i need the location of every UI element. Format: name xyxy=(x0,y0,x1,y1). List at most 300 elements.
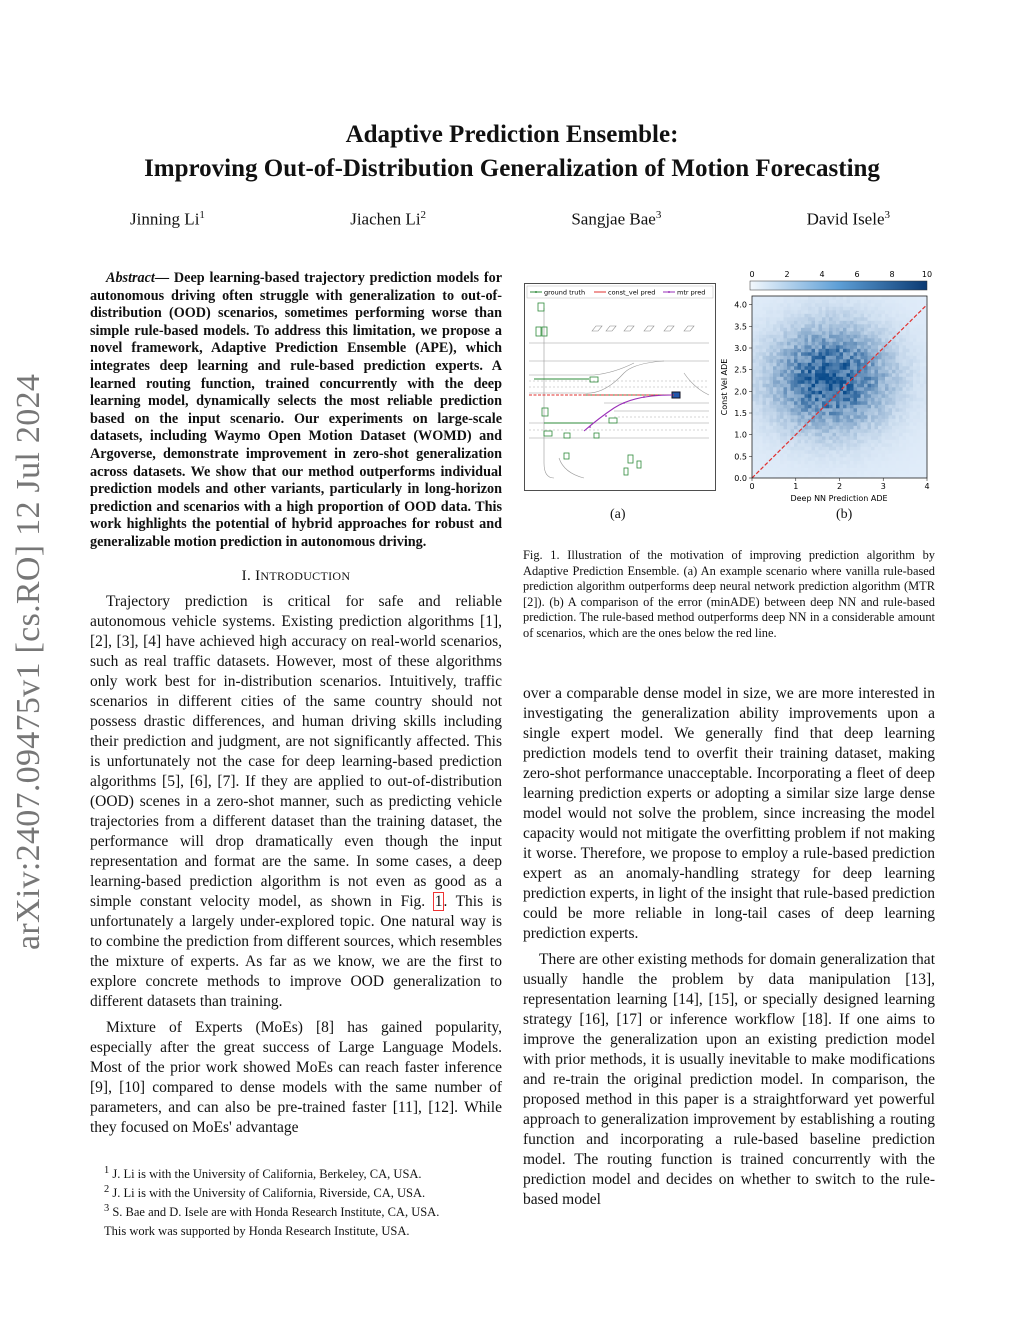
heatmap-cell xyxy=(805,349,809,353)
heatmap-cell xyxy=(920,335,924,339)
heatmap-cell xyxy=(794,314,798,318)
heatmap-cell xyxy=(917,394,921,398)
heatmap-cell xyxy=(875,468,879,472)
heatmap-cell xyxy=(780,366,784,370)
heatmap-cell xyxy=(913,377,917,381)
heatmap-cell xyxy=(798,331,802,335)
heatmap-cell xyxy=(756,415,760,419)
heatmap-cell xyxy=(896,440,900,444)
heatmap-cell xyxy=(784,419,788,423)
heatmap-cell xyxy=(780,394,784,398)
heatmap-cell xyxy=(829,426,833,430)
heatmap-cell xyxy=(896,356,900,360)
heatmap-cell xyxy=(756,363,760,367)
heatmap-cell xyxy=(899,468,903,472)
heatmap-cell xyxy=(787,415,791,419)
heatmap-cell xyxy=(899,345,903,349)
heatmap-cell xyxy=(896,363,900,367)
heatmap-cell xyxy=(899,443,903,447)
heatmap-cell xyxy=(801,415,805,419)
heatmap-cell xyxy=(903,331,907,335)
heatmap-cell xyxy=(808,363,812,367)
heatmap-cell xyxy=(756,405,760,409)
heatmap-cell xyxy=(773,359,777,363)
heatmap-cell xyxy=(815,345,819,349)
heatmap-cell xyxy=(766,373,770,377)
heatmap-cell xyxy=(878,440,882,444)
heatmap-cell xyxy=(829,440,833,444)
heatmap-cell xyxy=(875,345,879,349)
heatmap-cell xyxy=(763,415,767,419)
heatmap-cell xyxy=(920,450,924,454)
heatmap-cell xyxy=(815,457,819,461)
heatmap-cell xyxy=(815,468,819,472)
heatmap-cell xyxy=(878,384,882,388)
heatmap-cell xyxy=(815,328,819,332)
heatmap-cell xyxy=(843,366,847,370)
heatmap-cell xyxy=(770,296,774,300)
heatmap-cell xyxy=(906,461,910,465)
heatmap-cell xyxy=(892,352,896,356)
heatmap-cell xyxy=(815,422,819,426)
heatmap-cell xyxy=(763,440,767,444)
heatmap-cell xyxy=(910,300,914,304)
heatmap-cell xyxy=(773,324,777,328)
heatmap-cell xyxy=(822,422,826,426)
heatmap-cell xyxy=(766,328,770,332)
heatmap-cell xyxy=(892,422,896,426)
heatmap-cell xyxy=(896,317,900,321)
heatmap-cell xyxy=(917,366,921,370)
heatmap-cell xyxy=(812,464,816,468)
heatmap-cell xyxy=(773,373,777,377)
heatmap-cell xyxy=(920,387,924,391)
heatmap-cell xyxy=(759,307,763,311)
heatmap-cell xyxy=(780,419,784,423)
heatmap-cell xyxy=(896,436,900,440)
heatmap-cell xyxy=(777,401,781,405)
heatmap-cell xyxy=(868,349,872,353)
heatmap-cell xyxy=(787,331,791,335)
heatmap-cell xyxy=(836,314,840,318)
heatmap-cell xyxy=(861,321,865,325)
heatmap-cell xyxy=(843,380,847,384)
heatmap-cell xyxy=(875,324,879,328)
heatmap-cell xyxy=(917,415,921,419)
heatmap-cell xyxy=(836,331,840,335)
heatmap-cell xyxy=(899,408,903,412)
author-list xyxy=(130,209,890,230)
heatmap-cell xyxy=(899,314,903,318)
heatmap-cell xyxy=(857,387,861,391)
heatmap-cell xyxy=(892,366,896,370)
heatmap-cell xyxy=(913,391,917,395)
heatmap-cell xyxy=(801,443,805,447)
heatmap-cell xyxy=(920,457,924,461)
heatmap-cell xyxy=(784,401,788,405)
heatmap-cell xyxy=(917,468,921,472)
heatmap-cell xyxy=(780,457,784,461)
heatmap-cell xyxy=(801,349,805,353)
heatmap-cell xyxy=(917,335,921,339)
heatmap-cell xyxy=(889,412,893,416)
heatmap-cell xyxy=(861,422,865,426)
heatmap-cell xyxy=(871,296,875,300)
heatmap-cell xyxy=(770,419,774,423)
heatmap-cell xyxy=(819,342,823,346)
heatmap-cell xyxy=(822,433,826,437)
heatmap-cell xyxy=(756,359,760,363)
heatmap-cell xyxy=(906,454,910,458)
heatmap-cell xyxy=(854,387,858,391)
heatmap-cell xyxy=(857,447,861,451)
heatmap-cell xyxy=(864,328,868,332)
heatmap-cell xyxy=(787,454,791,458)
heatmap-cell xyxy=(833,321,837,325)
heatmap-cell xyxy=(854,391,858,395)
heatmap-cell xyxy=(910,429,914,433)
heatmap-cell xyxy=(770,335,774,339)
heatmap-cell xyxy=(861,436,865,440)
heatmap-cell xyxy=(847,387,851,391)
heatmap-cell xyxy=(826,373,830,377)
heatmap-cell xyxy=(850,324,854,328)
heatmap-cell xyxy=(882,461,886,465)
heatmap-cell xyxy=(854,419,858,423)
heatmap-cell xyxy=(805,401,809,405)
heatmap-cell xyxy=(780,461,784,465)
heatmap-cell xyxy=(763,300,767,304)
heatmap-cell xyxy=(819,373,823,377)
heatmap-cell xyxy=(798,436,802,440)
heatmap-cell xyxy=(822,440,826,444)
heatmap-cell xyxy=(836,384,840,388)
heatmap-cell xyxy=(829,317,833,321)
heatmap-cell xyxy=(759,433,763,437)
heatmap-cell xyxy=(913,440,917,444)
heatmap-cell xyxy=(787,356,791,360)
heatmap-cell xyxy=(896,401,900,405)
heatmap-cell xyxy=(913,380,917,384)
heatmap-cell xyxy=(780,349,784,353)
heatmap-cell xyxy=(829,391,833,395)
heatmap-cell xyxy=(752,349,756,353)
heatmap-cell xyxy=(892,447,896,451)
x-tick-label: 2 xyxy=(836,482,843,491)
heatmap-cell xyxy=(868,426,872,430)
heatmap-cell xyxy=(920,349,924,353)
heatmap-cell xyxy=(766,356,770,360)
heatmap-cell xyxy=(878,314,882,318)
heatmap-cell xyxy=(847,370,851,374)
heatmap-cell xyxy=(885,443,889,447)
heatmap-cell xyxy=(850,307,854,311)
heatmap-cell xyxy=(773,342,777,346)
heatmap-cell xyxy=(917,321,921,325)
heatmap-cell xyxy=(878,426,882,430)
heatmap-cell xyxy=(805,471,809,475)
heatmap-cell xyxy=(791,394,795,398)
heatmap-cell xyxy=(822,359,826,363)
footnote: $^2$ J. Li is with the University of California, Riverside, CA, USA. xyxy=(104,1184,426,1201)
heatmap-cell xyxy=(871,468,875,472)
heatmap-cell xyxy=(857,380,861,384)
heatmap-cell xyxy=(864,391,868,395)
heatmap-cell xyxy=(759,335,763,339)
heatmap-cell xyxy=(871,405,875,409)
heatmap-cell xyxy=(871,461,875,465)
heatmap-cell xyxy=(798,401,802,405)
figure-a-scenario xyxy=(524,283,716,491)
heatmap-cell xyxy=(917,342,921,346)
heatmap-cell xyxy=(864,349,868,353)
heatmap-cell xyxy=(794,359,798,363)
heatmap-cell xyxy=(770,373,774,377)
heatmap-cell xyxy=(847,352,851,356)
heatmap-cell xyxy=(798,461,802,465)
right-paragraph-1: over a comparable dense model in size, we are more interested in investigating the generalization ability improvements upon a single expert model. We generally find that deep learning prediction models tend to overfit their training dataset, making zero-shot performance unacceptable. Incorporating a fleet of deep learning prediction experts or adopting a similar size large dense model would not solve the problem, since increasing the model capacity would not mitigate the overfitting problem if not making it worse. Therefore, we propose to employ a rule-based prediction expert as an anomaly-handling strategy for deep learning prediction experts, in light of the insight that rule-based prediction could be more reliable in long-tail cases of deep learning prediction experts. xyxy=(523,685,935,942)
heatmap-cell xyxy=(822,436,826,440)
heatmap-cell xyxy=(875,296,879,300)
heatmap-cell xyxy=(875,401,879,405)
heatmap-cell xyxy=(878,352,882,356)
heatmap-cell xyxy=(836,461,840,465)
heatmap-cell xyxy=(780,342,784,346)
heatmap-cell xyxy=(763,317,767,321)
heatmap-cell xyxy=(805,356,809,360)
heatmap-cell xyxy=(871,436,875,440)
heatmap-cell xyxy=(913,300,917,304)
heatmap-cell xyxy=(756,296,760,300)
heatmap-cell xyxy=(773,468,777,472)
heatmap-cell xyxy=(899,359,903,363)
heatmap-cell xyxy=(864,387,868,391)
heatmap-cell xyxy=(840,321,844,325)
heatmap-cell xyxy=(843,457,847,461)
heatmap-cell xyxy=(752,447,756,451)
heatmap-cell xyxy=(787,300,791,304)
heatmap-cell xyxy=(892,450,896,454)
heatmap-cell xyxy=(770,324,774,328)
heatmap-cell xyxy=(784,377,788,381)
heatmap-cell xyxy=(843,342,847,346)
heatmap-cell xyxy=(882,331,886,335)
heatmap-cell xyxy=(910,447,914,451)
heatmap-cell xyxy=(875,366,879,370)
heatmap-cell xyxy=(815,398,819,402)
heatmap-cell xyxy=(833,457,837,461)
heatmap-cell xyxy=(899,398,903,402)
heatmap-cell xyxy=(773,391,777,395)
heatmap-cell xyxy=(780,370,784,374)
heatmap-cell xyxy=(899,457,903,461)
heatmap-cell xyxy=(763,468,767,472)
heatmap-cell xyxy=(917,370,921,374)
heatmap-cell xyxy=(861,328,865,332)
heatmap-cell xyxy=(808,380,812,384)
heatmap-cell xyxy=(906,415,910,419)
heatmap-cell xyxy=(871,387,875,391)
heatmap-cell xyxy=(920,317,924,321)
heatmap-cell xyxy=(812,331,816,335)
heatmap-cell xyxy=(843,307,847,311)
heatmap-cell xyxy=(752,352,756,356)
heatmap-cell xyxy=(752,342,756,346)
heatmap-cell xyxy=(773,310,777,314)
heatmap-cell xyxy=(759,310,763,314)
heatmap-cell xyxy=(794,384,798,388)
heatmap-cell xyxy=(794,377,798,381)
heatmap-cell xyxy=(889,307,893,311)
heatmap-cell xyxy=(882,300,886,304)
heatmap-cell xyxy=(819,412,823,416)
heatmap-cell xyxy=(819,331,823,335)
heatmap-cell xyxy=(864,464,868,468)
heatmap-cell xyxy=(787,426,791,430)
heatmap-cell xyxy=(826,447,830,451)
heatmap-cell xyxy=(920,454,924,458)
heatmap-cell xyxy=(836,317,840,321)
heatmap-cell xyxy=(854,412,858,416)
heatmap-cell xyxy=(780,314,784,318)
heatmap-cell xyxy=(791,359,795,363)
heatmap-cell xyxy=(920,415,924,419)
heatmap-cell xyxy=(787,384,791,388)
subfigure-a-label: (a) xyxy=(610,507,626,522)
heatmap-cell xyxy=(847,426,851,430)
heatmap-cell xyxy=(819,387,823,391)
heatmap-cell xyxy=(889,454,893,458)
heatmap-cell xyxy=(896,366,900,370)
legend-ground-truth: ground truth xyxy=(544,288,586,297)
heatmap-cell xyxy=(770,464,774,468)
heatmap-cell xyxy=(906,296,910,300)
heatmap-cell xyxy=(882,380,886,384)
heatmap-cell xyxy=(903,321,907,325)
heatmap-cell xyxy=(759,314,763,318)
heatmap-cell xyxy=(910,415,914,419)
heatmap-cell xyxy=(759,394,763,398)
heatmap-cell xyxy=(864,422,868,426)
heatmap-cell xyxy=(829,380,833,384)
heatmap-cell xyxy=(917,429,921,433)
heatmap-cell xyxy=(910,303,914,307)
heatmap-cell xyxy=(903,391,907,395)
heatmap-cell xyxy=(889,370,893,374)
heatmap-cell xyxy=(861,401,865,405)
heatmap-cell xyxy=(819,377,823,381)
heatmap-cell xyxy=(808,461,812,465)
heatmap-cell xyxy=(875,415,879,419)
heatmap-cell xyxy=(805,415,809,419)
heatmap-cell xyxy=(780,335,784,339)
heatmap-cell xyxy=(906,359,910,363)
heatmap-cell xyxy=(854,345,858,349)
heatmap-cell xyxy=(805,440,809,444)
heatmap-cell xyxy=(903,349,907,353)
heatmap-cell xyxy=(791,468,795,472)
heatmap-cell xyxy=(847,391,851,395)
heatmap-cell xyxy=(864,338,868,342)
heatmap-cell xyxy=(805,377,809,381)
heatmap-cell xyxy=(777,345,781,349)
heatmap-cell xyxy=(847,464,851,468)
heatmap-cell xyxy=(836,370,840,374)
heatmap-cell xyxy=(840,300,844,304)
heatmap-cell xyxy=(843,356,847,360)
heatmap-cell xyxy=(784,349,788,353)
heatmap-cell xyxy=(819,461,823,465)
heatmap-cell xyxy=(836,408,840,412)
heatmap-cell xyxy=(843,412,847,416)
section-heading: I. INTRODUCTION xyxy=(241,567,351,584)
heatmap-cell xyxy=(885,468,889,472)
heatmap-cell xyxy=(899,310,903,314)
heatmap-cell xyxy=(801,412,805,416)
heatmap-cell xyxy=(864,471,868,475)
heatmap-cell xyxy=(864,370,868,374)
heatmap-cell xyxy=(903,408,907,412)
heatmap-cell xyxy=(798,363,802,367)
heatmap-cell xyxy=(843,345,847,349)
heatmap-cell xyxy=(920,296,924,300)
heatmap-cell xyxy=(920,405,924,409)
heatmap-cell xyxy=(892,356,896,360)
heatmap-cell xyxy=(787,349,791,353)
heatmap-cell xyxy=(850,366,854,370)
heatmap-cell xyxy=(903,464,907,468)
heatmap-cell xyxy=(889,429,893,433)
heatmap-cell xyxy=(756,380,760,384)
heatmap-cell xyxy=(861,457,865,461)
heatmap-cell xyxy=(878,408,882,412)
heatmap-cell xyxy=(819,436,823,440)
heatmap-cell xyxy=(882,436,886,440)
heatmap-cell xyxy=(882,450,886,454)
heatmap-cell xyxy=(805,380,809,384)
heatmap-cell xyxy=(759,377,763,381)
heatmap-cell xyxy=(892,342,896,346)
heatmap-cell xyxy=(903,370,907,374)
heatmap-cell xyxy=(770,408,774,412)
heatmap-cell xyxy=(903,405,907,409)
heatmap-cell xyxy=(861,454,865,458)
heatmap-cell xyxy=(798,345,802,349)
heatmap-cell xyxy=(920,303,924,307)
heatmap-cell xyxy=(871,394,875,398)
heatmap-cell xyxy=(773,352,777,356)
heatmap-cell xyxy=(808,405,812,409)
heatmap-cell xyxy=(826,359,830,363)
heatmap-cell xyxy=(801,321,805,325)
heatmap-cell xyxy=(882,366,886,370)
heatmap-cell xyxy=(917,317,921,321)
heatmap-cell xyxy=(752,366,756,370)
heatmap-cell xyxy=(815,359,819,363)
heatmap-cell xyxy=(756,331,760,335)
heatmap-cell xyxy=(836,310,840,314)
heatmap-cell xyxy=(906,314,910,318)
heatmap-cell xyxy=(847,342,851,346)
heatmap-cell xyxy=(829,324,833,328)
heatmap-cell xyxy=(819,429,823,433)
figure-reference-link[interactable]: 1 xyxy=(434,892,443,910)
heatmap-cell xyxy=(756,303,760,307)
heatmap-cell xyxy=(819,349,823,353)
heatmap-cell xyxy=(910,457,914,461)
heatmap-cell xyxy=(826,429,830,433)
heatmap-cell xyxy=(805,335,809,339)
